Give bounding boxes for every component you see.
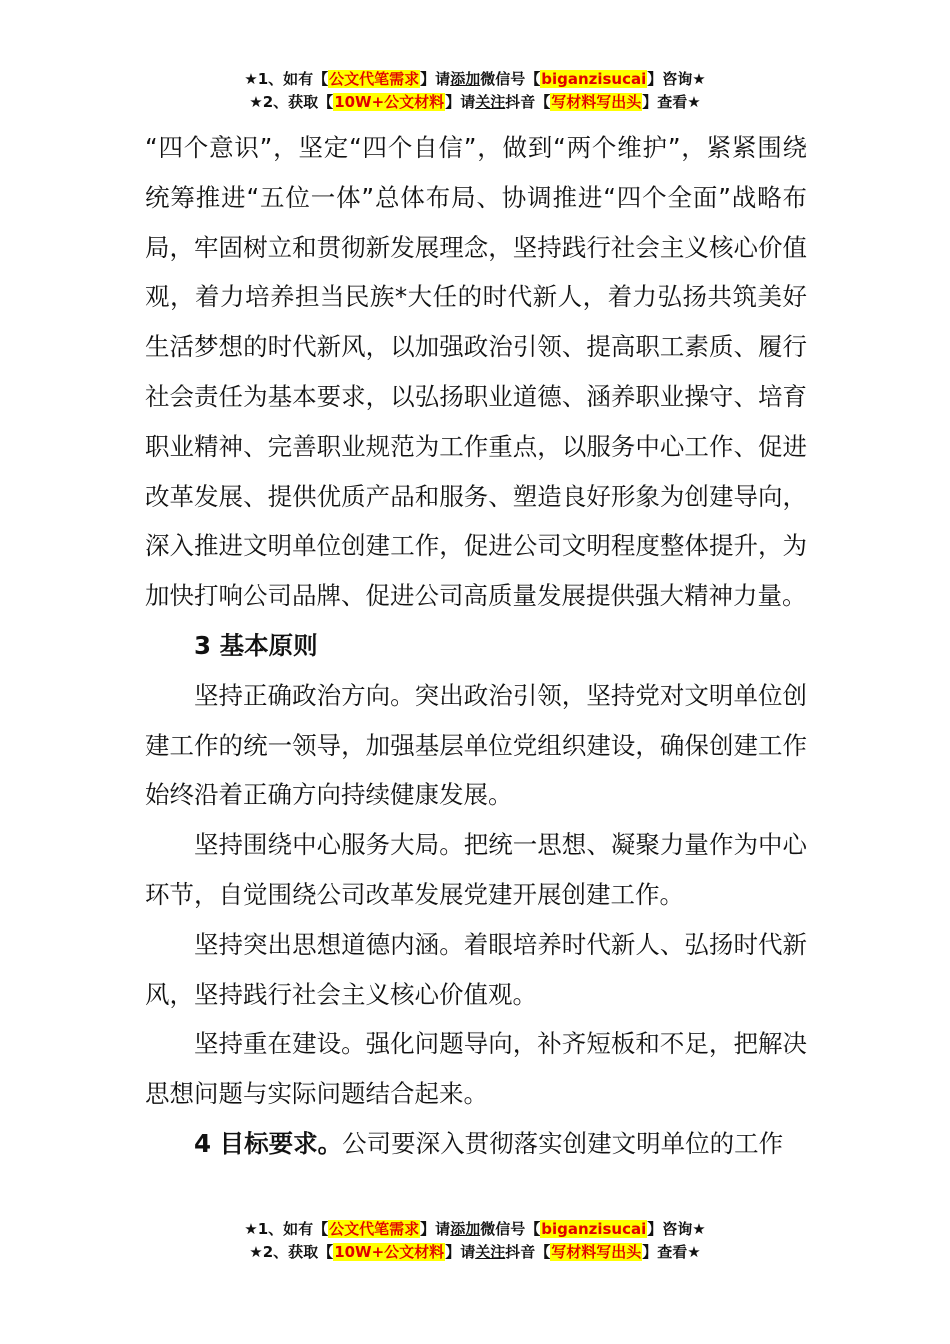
- promo-line-1: ★1、如有【公文代笔需求】请添加微信号【biganzisucai】咨询★: [244, 1220, 706, 1238]
- promo-banner-top: [0, 68, 950, 114]
- promo-line-2: ★2、获取【10W+公文材料】请关注抖音【写材料写出头】查看★: [249, 1243, 701, 1261]
- section-heading-target-requirements: 4 目标要求。: [194, 1128, 343, 1158]
- promo-highlight: 公文代笔需求: [329, 70, 420, 88]
- promo-highlight: 公文代笔需求: [329, 1220, 420, 1238]
- paragraph-principle-center-service: 坚持围绕中心服务大局。把统一思想、凝聚力量作为中心环节，自觉围绕公司改革发展党建开展创建工作。: [145, 830, 807, 909]
- promo-banner-bottom: [0, 1218, 950, 1264]
- document-body: [145, 123, 807, 1169]
- paragraph-guiding-ideology: “四个意识”，坚定“四个自信”，做到“两个维护”，紧紧围绕统筹推进“五位一体”总体布局、协调推进“四个全面”战略布局，牢固树立和贯彻新发展理念，坚持践行社会主义核心价值观，着力培养担当民族*大任的时代新人，着力弘扬共筑美好生活梦想的时代新风，以加强政治引领、提高职工素质、履行社会责任为基本要求，以弘扬职业道德、涵养职业操守、培育职业精神、完善职业规范为工作重点，以服务中心工作、促进改革发展、提供优质产品和服务、塑造良好形象为创建导向，深入推进文明单位创建工作，促进公司文明程度整体提升，为加快打响公司品牌、促进公司高质量发展提供强大精神力量。: [145, 133, 807, 611]
- promo-line-1: ★1、如有【公文代笔需求】请添加微信号【biganzisucai】咨询★: [244, 70, 706, 88]
- section-heading-basic-principles: 3 基本原则: [194, 630, 318, 660]
- paragraph-principle-construction: 坚持重在建设。强化问题导向，补齐短板和不足，把解决思想问题与实际问题结合起来。: [145, 1029, 807, 1109]
- paragraph-principle-political-direction: 坚持正确政治方向。突出政治引领，坚持党对文明单位创建工作的统一领导，加强基层单位党组织建设，确保创建工作始终沿着正确方向持续健康发展。: [145, 680, 807, 810]
- promo-highlight: 10W+公文材料: [334, 93, 445, 111]
- paragraph-target-requirements: 4 目标要求。公司要深入贯彻落实创建文明单位的工作: [194, 1128, 784, 1158]
- promo-highlight: 10W+公文材料: [334, 1243, 445, 1261]
- wechat-id: biganzisucai: [541, 70, 647, 88]
- douyin-id: 写材料写出头: [551, 1243, 642, 1261]
- promo-line-2: ★2、获取【10W+公文材料】请关注抖音【写材料写出头】查看★: [249, 93, 701, 111]
- douyin-id: 写材料写出头: [551, 93, 642, 111]
- paragraph-principle-moral-content: 坚持突出思想道德内涵。着眼培养时代新人、弘扬时代新风，坚持践行社会主义核心价值观。: [145, 929, 807, 1009]
- wechat-id: biganzisucai: [541, 1220, 647, 1238]
